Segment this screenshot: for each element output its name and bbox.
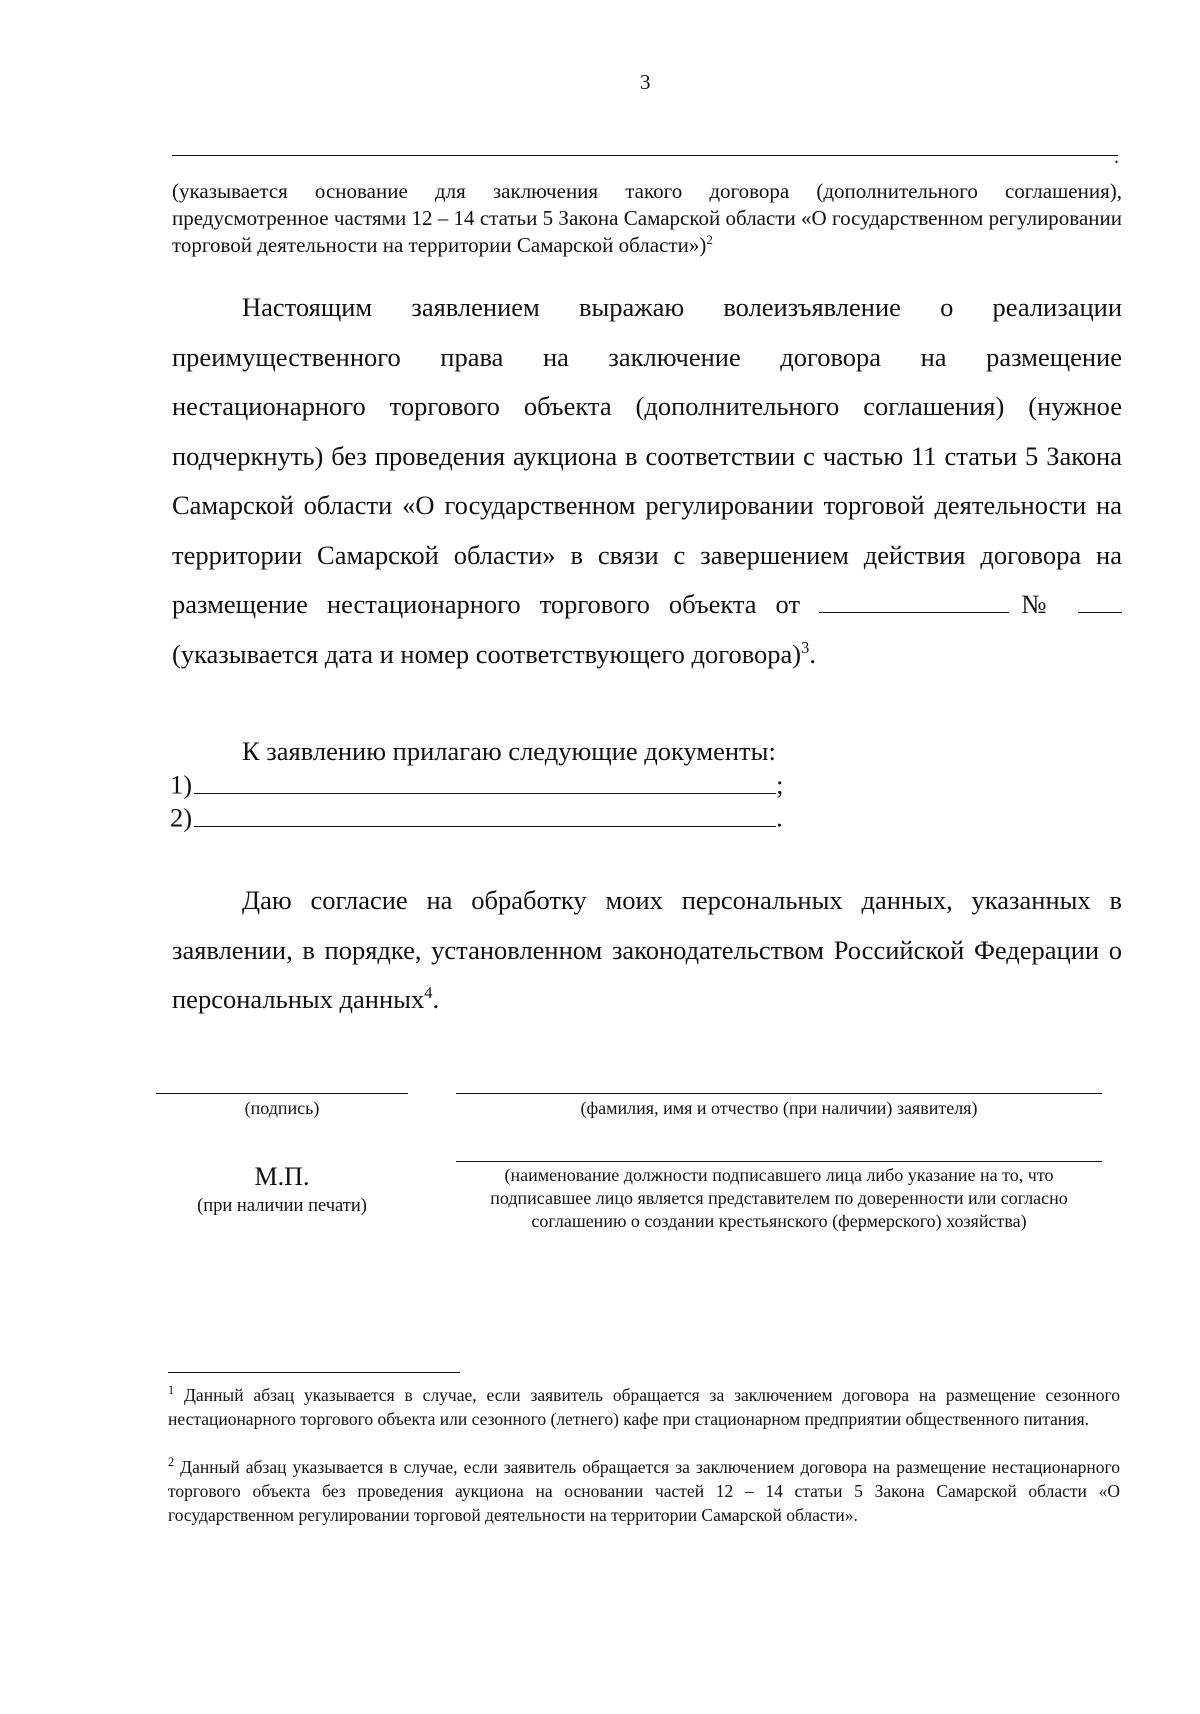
footnote-text: Данный абзац указывается в случае, если заявитель обращается за заключением договора на размещение сезонного нестационарного торгового объекта или сезонного (летнего) кафе при стационарном предприятии общественного питания. [168,1385,1120,1429]
attachment-item [170,799,783,834]
footnote [168,1383,1120,1431]
footnote [168,1455,1120,1527]
applicant-name-label: (фамилия, имя и отчество (при наличии) заявителя) [580,1098,978,1118]
signature-line [156,1093,408,1094]
contract-date-blank [819,586,1009,614]
basis-note-text: (указывается основание для заключения такого договора (дополнительного соглашения), предусмотренное частями 12 – 14 статьи 5 Закона Самарской области «О государственном регулировании торговой деятельности на территории Самарской области») [172,179,1122,257]
position-line [456,1161,1102,1162]
attachment-blank [194,766,776,794]
top-fill-line-end: . [1114,146,1119,168]
attachment-item [170,766,783,801]
stamp-place-title: М.П. [254,1162,310,1191]
footnote-ref-4: 4 [424,983,433,1003]
consent-text: Даю согласие на обработку моих персональных данных, указанных в заявлении, в порядке, установленном законодательством Российской Федерации о персональных данных [172,885,1122,1014]
attachment-blank [194,799,776,827]
footnote-text: Данный абзац указывается в случае, если заявитель обращается за заключением договора на размещение нестационарного торгового объекта без проведения аукциона на основании частей 12 – 14 статьи 5 Закона Самарской области «О государственном регулировании торговой деятельности на территории Самарской области». [168,1457,1120,1525]
signature-label: (подпись) [244,1098,320,1118]
attachment-marker: 2) [170,802,193,833]
number-sign: № [1009,589,1060,619]
footnote-number: 1 [168,1383,175,1398]
paragraph-1-end: . [809,638,816,669]
contract-number-blank [1078,586,1122,614]
stamp-place-note: (при наличии печати) [197,1196,367,1216]
page-number: 3 [640,70,651,94]
applicant-name-line [456,1093,1102,1094]
position-label: (наименование должности подписавшего лица либо указание на то, что подписавшее лицо является представителем по доверенности или согласно соглашению о создании крестьянского (фермерского) хозяйства) [490,1165,1068,1231]
paragraph-1-note: (указывается дата и номер соответствующего договора) [172,638,802,669]
footnote-ref-3: 3 [801,637,810,657]
attachment-end: ; [776,769,784,800]
footnote-ref-2: 2 [706,232,713,247]
footnote-number: 2 [168,1455,175,1470]
top-fill-line [172,155,1118,156]
preemptive-right-paragraph [172,283,1122,679]
footnote-separator [168,1372,460,1373]
attachment-end: . [776,802,783,833]
paragraph-1-text: Настоящим заявлением выражаю волеизъявление о реализации преимущественного права на заключение договора на размещение нестационарного торгового объекта (дополнительного соглашения) (нужное подчеркнуть) без проведения аукциона в соответствии с частью 11 статьи 5 Закона Самарской области «О государственном регулировании торговой деятельности на территории Самарской области» в связи с завершением действия договора на размещение нестационарного торгового объекта от [172,292,1122,619]
consent-paragraph [172,876,1122,1025]
attachment-marker: 1) [170,769,193,800]
consent-end: . [432,984,440,1014]
basis-note [172,178,1122,259]
attachments-title: К заявлению прилагаю следующие документы: [242,736,776,766]
